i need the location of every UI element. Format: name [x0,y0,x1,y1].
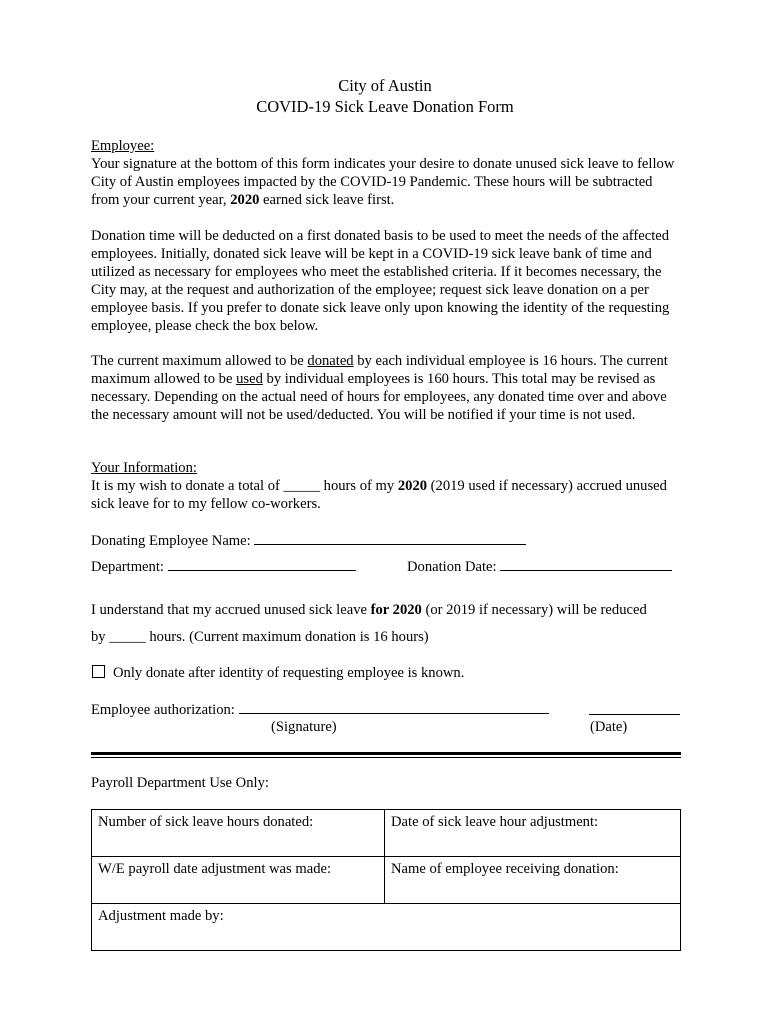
employee-name-label: Donating Employee Name: [91,533,251,549]
donation-wish-text: It is my wish to donate a total of _____ hours of my 2020 (2019 used if necessary) accrued unused sick leave for to my fellow co-workers. [91,478,667,512]
employee-heading: Employee: [91,138,155,154]
section-divider-thick [91,752,681,755]
section-divider-thin [91,757,681,758]
department-row [91,557,356,576]
department-field[interactable] [168,557,356,571]
employee-name-row [91,531,526,550]
authorization-row [91,700,549,719]
donation-date-field[interactable] [500,557,672,571]
table-row [92,857,681,904]
adjustment-date-cell[interactable]: Date of sick leave hour adjustment: [385,810,681,857]
receiving-employee-cell[interactable]: Name of employee receiving donation: [385,857,681,904]
payroll-date-cell[interactable]: W/E payroll date adjustment was made: [92,857,385,904]
payroll-table [91,809,681,951]
signature-field[interactable] [239,700,549,714]
signature-caption: (Signature) [271,719,337,735]
table-row [92,904,681,951]
understand-text: I understand that my accrued unused sick leave for 2020 (or 2019 if necessary) will be reduced [91,602,647,618]
employee-name-field[interactable] [254,531,526,545]
date-caption: (Date) [590,719,628,735]
form-title: COVID-19 Sick Leave Donation Form [256,97,514,116]
maximum-paragraph: The current maximum allowed to be donated by each individual employee is 16 hours. The current maximum allowed to be used by individual employees is 160 hours. This total may be revised as necessary. Depending on the actual need of hours for employees, any donated time over and above the necessary amount will not be used/deducted. You will be notified if your time is not used. [91,353,668,423]
deduction-paragraph: Donation time will be deducted on a first donated basis to be used to meet the needs of the affected employees. Initially, donated sick leave will be kept in a COVID-19 sick leave bank of time and utilized as necessary for employees who meet the established criteria. If it becomes necessary, the City may, at the request and authorization of the employee; request sick leave donation on a per employee basis. If you prefer to donate sick leave only upon knowing the identity of the requesting employee, please check the box below. [91,228,670,334]
identity-known-checkbox[interactable] [92,665,105,678]
adjustment-by-cell[interactable]: Adjustment made by: [92,904,681,951]
payroll-heading: Payroll Department Use Only: [91,775,269,791]
department-label: Department: [91,559,164,575]
date-field[interactable] [589,701,680,715]
authorization-label: Employee authorization: [91,702,235,718]
identity-known-label: Only donate after identity of requesting employee is known. [113,665,465,681]
table-row [92,810,681,857]
org-title: City of Austin [338,76,432,95]
hours-donated-cell[interactable]: Number of sick leave hours donated: [92,810,385,857]
donation-date-row [407,557,672,576]
donation-date-label: Donation Date: [407,559,497,575]
your-information-heading: Your Information: [91,460,197,476]
intro-paragraph: Your signature at the bottom of this form indicates your desire to donate unused sick leave to fellow City of Austin employees impacted by the COVID-19 Pandemic. These hours will be subtracted from your current year, 2020 earned sick leave first. [91,156,675,208]
hours-reduced-text: by _____ hours. (Current maximum donation is 16 hours) [91,629,429,645]
